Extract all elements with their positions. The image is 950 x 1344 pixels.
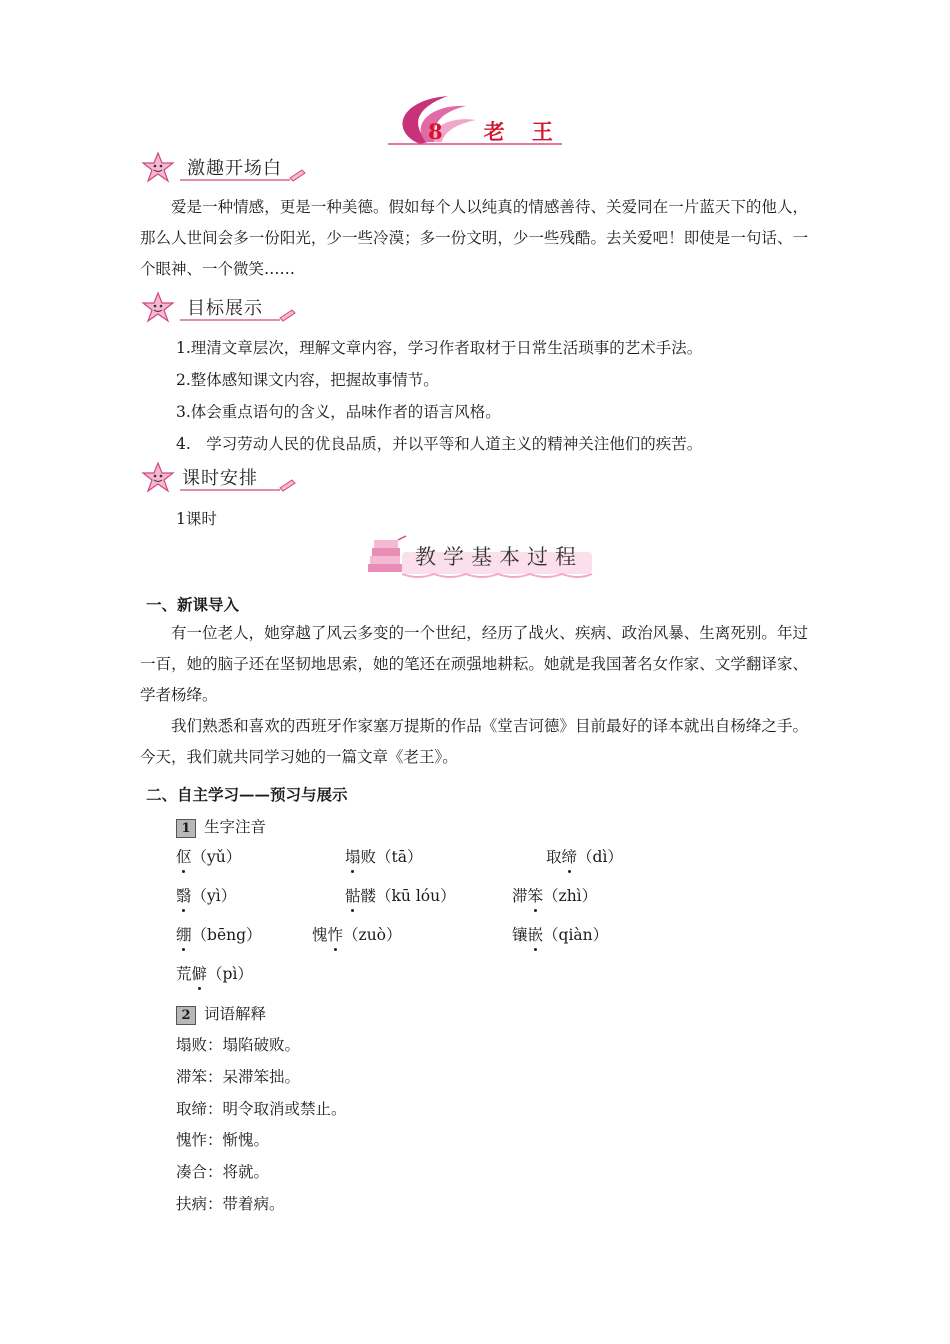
goal-item: 2.整体感知课文内容，把握故事情节。 (176, 371, 439, 389)
page-title: 8 老 王 (428, 119, 563, 144)
pinyin-item: 愧怍（zuò） (312, 923, 402, 945)
pinyin-item: 荒僻（pì） (176, 962, 253, 984)
part1-paragraphs (140, 618, 808, 773)
term-item: 塌败：塌陷破败。 (176, 1036, 301, 1054)
pinyin-item: 绷（bēng） (176, 923, 262, 945)
subsection-pinyin (176, 815, 266, 838)
term-item: 取缔：明令取消或禁止。 (176, 1100, 347, 1118)
paragraph: 我们熟悉和喜欢的西班牙作家塞万提斯的作品《堂吉诃德》目前最好的译本就出自杨绛之手。今天，我们就共同学习她的一篇文章《老王》。 (140, 717, 808, 766)
subsection-label: 词语解释 (204, 1005, 267, 1023)
subsection-terms (176, 1002, 266, 1025)
pinyin-item: 取缔（dì） (546, 845, 623, 867)
section-header-schedule (140, 460, 310, 496)
pinyin-item: 滞笨（zhì） (512, 884, 597, 906)
goal-item: 4. 学习劳动人民的优良品质，并以平等和人道主义的精神关注他们的疾苦。 (176, 435, 703, 453)
section-title: 目标展示 (187, 298, 263, 319)
part1-heading: 一、新课导入 (146, 595, 240, 614)
goal-item: 3.体会重点语句的含义，品味作者的语言风格。 (176, 403, 501, 421)
section-header-goals (140, 290, 310, 326)
section-title: 激趣开场白 (187, 158, 282, 179)
term-item: 扶病：带着病。 (176, 1195, 285, 1213)
number-badge: 1 (176, 819, 196, 838)
schedule-text: 1课时 (176, 510, 217, 528)
term-item: 滞笨：呆滞笨拙。 (176, 1068, 301, 1086)
goal-item: 1.理清文章层次，理解文章内容，学习作者取材于日常生活琐事的艺术手法。 (176, 339, 703, 357)
pinyin-item: 翳（yì） (176, 884, 236, 906)
term-item: 凑合：将就。 (176, 1163, 270, 1181)
pinyin-item: 镶嵌（qiàn） (512, 923, 608, 945)
pinyin-item: 伛（yǔ） (176, 845, 241, 867)
term-item: 愧怍：惭愧。 (176, 1131, 270, 1149)
section-header-intro (140, 150, 310, 186)
paragraph: 有一位老人，她穿越了风云多变的一个世纪，经历了战火、疾病、政治风暴、生离死别。年过一百，她的脑子还在坚韧地思索，她的笔还在顽强地耕耘。她就是我国著名女作家、文学翻译家、学者杨绛。 (140, 624, 808, 704)
intro-paragraph: 爱是一种情感，更是一种美德。假如每个人以纯真的情感善待、关爱同在一片蓝天下的他人，那么人世间会多一份阳光，少一些冷漠；多一份文明，少一些残酷。去关爱吧！即使是一句话、一个眼神、一个微笑…… (140, 198, 808, 278)
banner-title: 教学基本过程 (415, 545, 583, 569)
pinyin-item: 骷髅（kū lóu） (345, 884, 456, 906)
pinyin-item: 塌败（tā） (345, 845, 423, 867)
part2-heading: 二、自主学习——预习与展示 (146, 785, 348, 804)
subsection-label: 生字注音 (204, 818, 267, 836)
section-title: 课时安排 (182, 468, 258, 489)
number-badge: 2 (176, 1006, 196, 1025)
